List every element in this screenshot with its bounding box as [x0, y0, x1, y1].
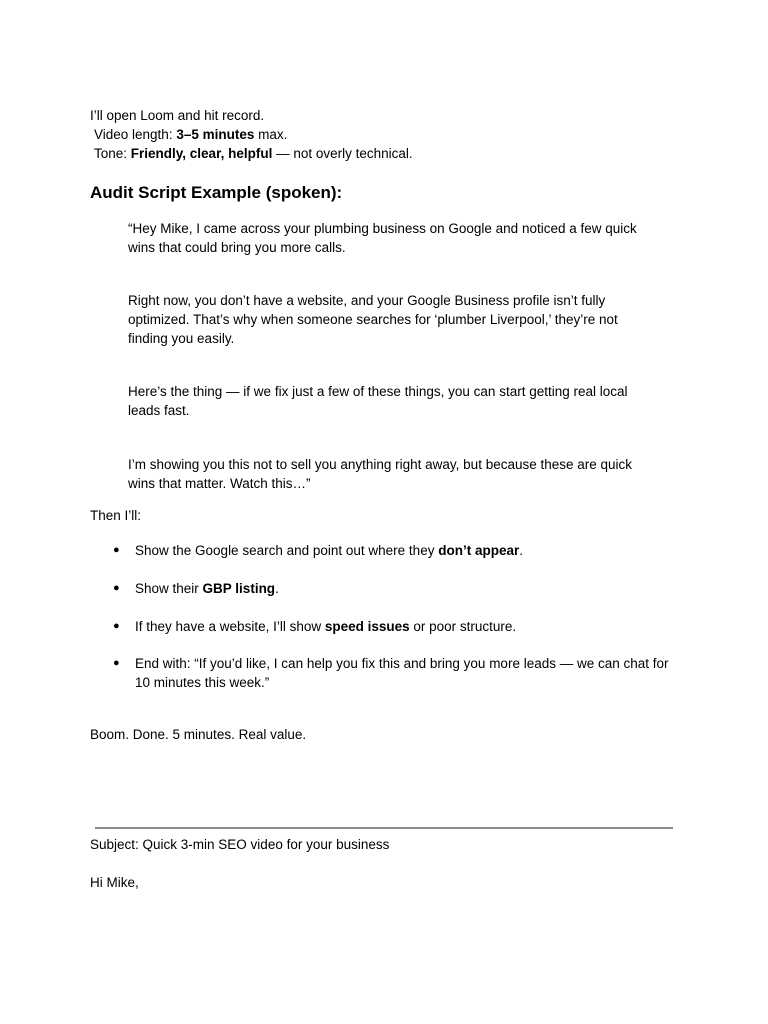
email-greeting: Hi Mike, [90, 875, 139, 890]
bullet-icon: ● [113, 544, 120, 556]
tone-value: Friendly, clear, helpful [130, 146, 273, 161]
section-heading: Audit Script Example (spoken): [90, 183, 343, 202]
intro-video-length-line [94, 126, 287, 144]
bullet-text-after: or poor structure. [409, 619, 517, 634]
tone-suffix: — not overly technical. [272, 146, 413, 161]
bullet-text-bold: speed issues [324, 619, 410, 634]
intro-record-text: I’ll open Loom and hit record. [90, 108, 265, 123]
script-paragraph: “Hey Mike, I came across your plumbing business on Google and noticed a few quick wins that could bring you more calls. [128, 221, 637, 255]
intro-record-line [90, 107, 264, 125]
bullet-text-after: . [275, 581, 279, 596]
video-length-suffix: max. [254, 127, 288, 142]
script-paragraph: Here’s the thing — if we fix just a few of these things, you can start getting real local leads fast. [128, 384, 628, 418]
script-paragraph: I’m showing you this not to sell you anything right away, but because these are quick wins that matter. Watch this…” [128, 457, 633, 491]
bullet-icon: ● [113, 620, 120, 632]
closing-line: Boom. Done. 5 minutes. Real value. [90, 727, 307, 742]
bullet-text-after: . [519, 543, 523, 558]
bullet-item [135, 617, 675, 636]
bullet-item [135, 541, 675, 560]
bullet-icon: ● [113, 582, 120, 594]
bullet-text-before: End with: “If you’d like, I can help you fix this and bring you more leads — we can chat for 10 minutes this week.” [135, 656, 669, 690]
bullet-icon: ● [113, 657, 120, 669]
email-subject: Subject: Quick 3-min SEO video for your business [90, 837, 390, 852]
bullet-text-before: Show the Google search and point out where they [135, 543, 439, 558]
bullet-item [135, 579, 675, 598]
tone-label: Tone: [94, 146, 131, 161]
bullet-text-before: If they have a website, I’ll show [135, 619, 325, 634]
bullet-item [135, 654, 670, 692]
script-paragraph: Right now, you don’t have a website, and your Google Business profile isn’t fully optimized. That’s why when someone searches for ‘plumber Liverpool,’ they’re not finding you easily. [128, 293, 618, 346]
then-label: Then I’ll: [90, 508, 142, 523]
intro-tone-line [94, 145, 413, 163]
video-length-value: 3–5 minutes [176, 127, 255, 142]
bullet-text-bold: don’t appear [438, 543, 520, 558]
horizontal-divider [95, 827, 673, 829]
bullet-text-bold: GBP listing [202, 581, 276, 596]
video-length-label: Video length: [94, 127, 177, 142]
bullet-text-before: Show their [135, 581, 203, 596]
